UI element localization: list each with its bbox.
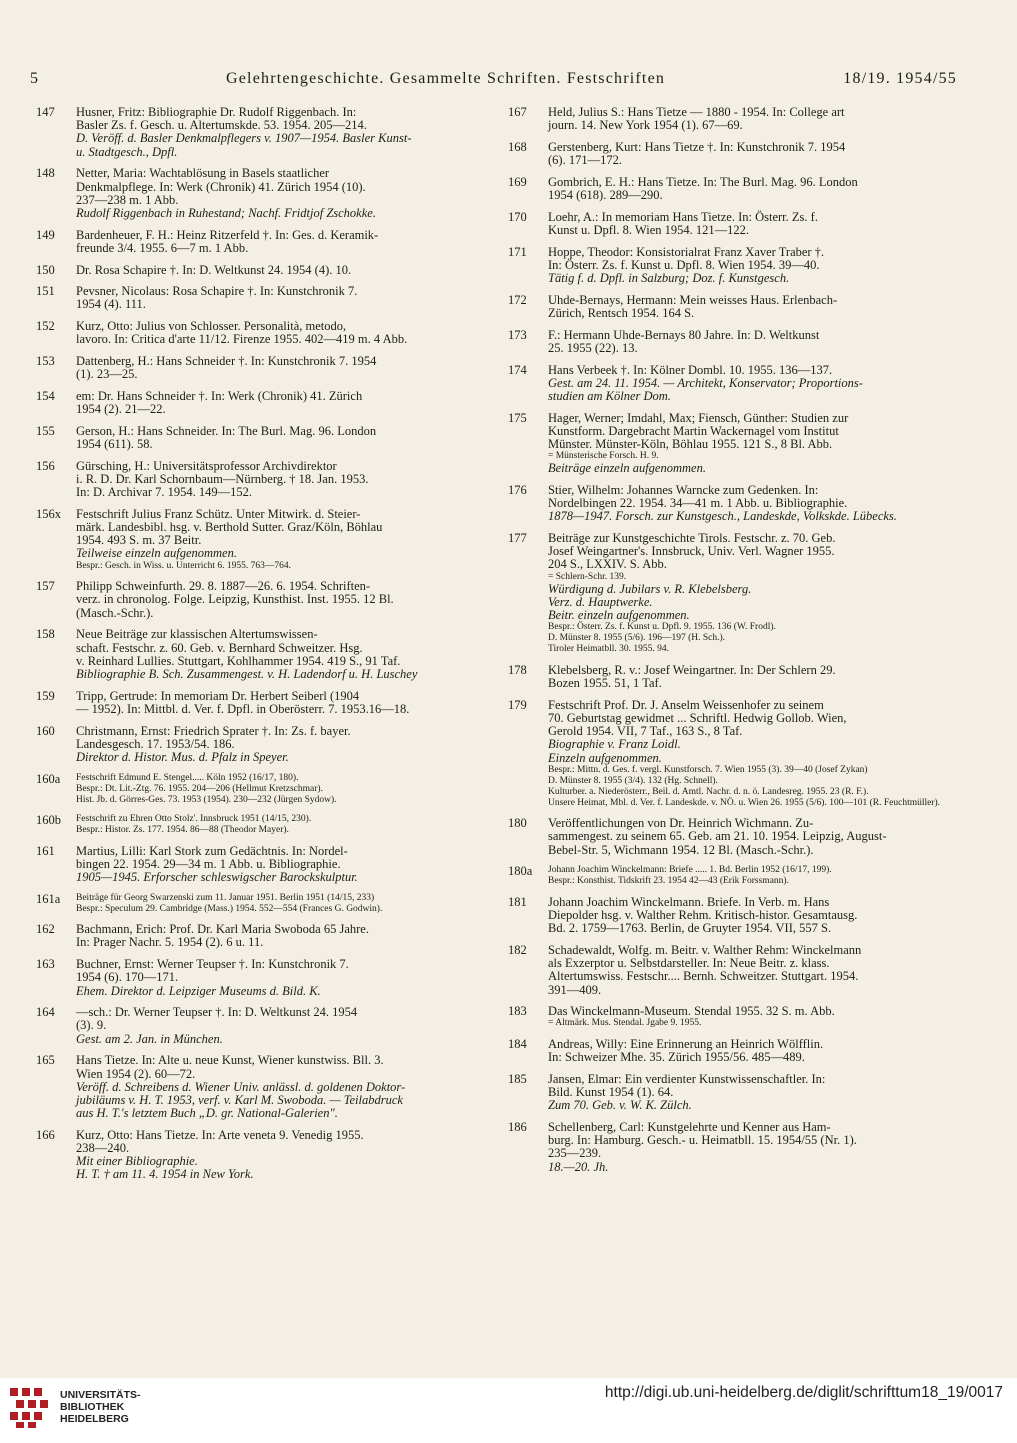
volume-range: 18/19. 1954/55 (843, 70, 957, 87)
entry-annotation: Würdigung d. Jubilars v. R. Klebelsberg. (548, 581, 752, 596)
entry-text: verz. in chronolog. Folge. Leipzig, Kunsthist. Inst. 1955. 12 Bl. (76, 592, 394, 607)
entry-text: F.: Hermann Uhde-Bernays 80 Jahre. In: D. Weltkunst (548, 327, 820, 342)
entry-text: 1954 (6). 170—171. (76, 970, 179, 985)
bibliography-entry (508, 412, 954, 476)
entry-number: 175 (508, 410, 527, 425)
entry-text: Gürsching, H.: Universitätsprofessor Archivdirektor (76, 458, 337, 473)
entry-text: lavoro. In: Critica d'arte 11/12. Firenze 1955. 402—419 m. 4 Abb. (76, 332, 408, 347)
entry-number: 160b (36, 813, 61, 828)
entry-text: Pevsner, Nicolaus: Rosa Schapire †. In: Kunstchronik 7. (76, 284, 358, 299)
entry-text: (6). 171—172. (548, 153, 622, 168)
entry-text: 204 S., LXXIV. S. Abb. (548, 557, 667, 572)
entry-text: (1). 23—25. (76, 367, 138, 382)
entry-text: 391—409. (548, 982, 602, 997)
entry-text: bingen 22. 1954. 29—34 m. 1 Abb. u. Bibliographie. (76, 856, 341, 871)
entry-review-note: Festschrift Edmund E. Stengel..... Köln 1952 (16/17, 180). (76, 772, 299, 783)
entry-number: 156 (36, 458, 55, 473)
entry-text: Kurz, Otto: Hans Tietze. In: Arte veneta 9. Venedig 1955. (76, 1127, 364, 1142)
entry-text: Zürich, Rentsch 1954. 164 S. (548, 305, 695, 320)
entry-number: 165 (36, 1053, 55, 1068)
entry-text: Wien 1954 (2). 60—72. (76, 1066, 196, 1081)
bibliography-entry (36, 285, 466, 311)
entry-text: 25. 1955 (22). 13. (548, 340, 638, 355)
entry-number: 158 (36, 627, 55, 642)
bibliography-entry (508, 532, 954, 655)
bibliography-entry (508, 1005, 954, 1029)
entry-text: freunde 3/4. 1955. 6—7 m. 1 Abb. (76, 240, 249, 255)
bibliography-entry (36, 580, 466, 620)
entry-text: Josef Weingartner's. Innsbruck, Univ. Verl. Wagner 1955. (548, 544, 835, 559)
entry-annotation: H. T. † am 11. 4. 1954 in New York. (76, 1167, 254, 1182)
entry-number: 179 (508, 697, 527, 712)
entry-review-note: Tiroler Heimatbll. 30. 1955. 94. (548, 644, 670, 655)
entry-number: 172 (508, 292, 527, 307)
entry-annotation: Veröff. d. Schreibens d. Wiener Univ. anlässl. d. goldenen Doktor- (76, 1079, 406, 1094)
entry-number: 156x (36, 506, 61, 521)
entry-number: 183 (508, 1004, 527, 1019)
entry-annotation: Tätig f. d. Dpfl. in Salzburg; Doz. f. Kunstgesch. (548, 271, 790, 286)
bibliography-entry (36, 773, 466, 806)
entry-text: 1954 (611). 58. (76, 437, 153, 452)
bibliography-entry (508, 699, 954, 809)
entry-number: 155 (36, 423, 55, 438)
entry-text: Gerstenberg, Kurt: Hans Tietze †. In: Kunstchronik 7. 1954 (548, 139, 846, 154)
entry-number: 160a (36, 771, 61, 786)
entry-annotation: D. Veröff. d. Basler Denkmalpflegers v. 1907—1954. Basler Kunst- (76, 131, 412, 146)
bibliography-entry (36, 167, 466, 220)
entry-review-note: = Schlern-Schr. 139. (548, 571, 627, 582)
entry-number: 167 (508, 105, 527, 119)
bibliography-entry (36, 814, 466, 836)
entry-text: Johann Joachim Winckelmann. Briefe. In Verb. m. Hans (548, 894, 830, 909)
entry-number: 180a (508, 864, 533, 879)
entry-number: 149 (36, 227, 55, 242)
entry-text: Kunstform. Dargebracht Martin Wackernagel vom Institut (548, 423, 839, 438)
bibliography-entry (36, 425, 466, 451)
entry-text: In: Prager Nachr. 5. 1954 (2). 6 u. 11. (76, 935, 264, 950)
bibliography-entry (36, 1129, 466, 1182)
entry-text: Denkmalpflege. In: Werk (Chronik) 41. Zürich 1954 (10). (76, 179, 366, 194)
entry-number: 174 (508, 362, 527, 377)
bibliography-entry (36, 106, 466, 159)
source-url[interactable]: http://digi.ub.uni-heidelberg.de/diglit/schrifttum18_19/0017 (604, 1384, 1003, 1401)
bibliography-entry (36, 725, 466, 765)
entry-text: Klebelsberg, R. v.: Josef Weingartner. In: Der Schlern 29. (548, 662, 836, 677)
entry-text: — 1952). In: Mittbl. d. Ver. f. Dpfl. in Oberösterr. 7. 1953.16—18. (76, 701, 410, 716)
entry-text: Buchner, Ernst: Werner Teupser †. In: Kunstchronik 7. (76, 957, 349, 972)
entry-text: (3). 9. (76, 1018, 107, 1033)
entry-text: v. Reinhard Lullies. Stuttgart, Kohlhammer 1954. 419 S., 91 Taf. (76, 653, 401, 668)
entry-review-note: Bespr.: Konsthist. Tidskrift 23. 1954 42—43 (Erik Forssmann). (548, 876, 789, 887)
entry-annotation: Gest. am 24. 11. 1954. — Architekt, Konservator; Proportions- (548, 375, 863, 390)
entry-text: märk. Landesbibl. hsg. v. Berthold Sutter. Graz/Köln, Böhlau (76, 520, 383, 535)
entry-number: 157 (36, 579, 55, 594)
bibliography-entry (508, 896, 954, 936)
entry-text: Beiträge zur Kunstgeschichte Tirols. Festschr. z. 70. Geb. (548, 531, 836, 546)
entry-number: 154 (36, 388, 55, 403)
bibliography-entry (36, 264, 466, 277)
entry-text: Dattenberg, H.: Hans Schneider †. In: Kunstchronik 7. 1954 (76, 354, 377, 369)
entry-number: 176 (508, 482, 527, 497)
bibliography-entry (36, 690, 466, 716)
entry-number: 184 (508, 1036, 527, 1051)
bibliography-entry (508, 484, 954, 524)
bibliography-entry (36, 628, 466, 681)
entry-text: In: D. Archivar 7. 1954. 149—152. (76, 485, 253, 500)
entry-text: Christmann, Ernst: Friedrich Sprater †. In: Zs. f. bayer. (76, 723, 351, 738)
entry-text: sammengest. zu seinem 65. Geb. am 21. 10. 1954. Leipzig, August- (548, 829, 887, 844)
entry-text: Festschrift Prof. Dr. J. Anselm Weissenhofer zu seinem (548, 697, 824, 712)
running-header (30, 70, 957, 94)
bibliography-entry (36, 320, 466, 346)
entry-number: 177 (508, 531, 527, 546)
entry-review-note: Festschrift zu Ehren Otto Stolz'. Innsbruck 1951 (14/15, 230). (76, 814, 312, 825)
entry-text: Schellenberg, Carl: Kunstgelehrte und Kenner aus Ham- (548, 1119, 831, 1134)
entry-text: als Exzerptor u. Selbstdarsteller. In: Neue Beitr. z. klass. (548, 956, 830, 971)
bibliography-entry (36, 893, 466, 915)
entry-text: Veröffentlichungen von Dr. Heinrich Wichmann. Zu- (548, 816, 814, 831)
entry-annotation: aus H. T.'s letztem Buch „D. gr. National-Galerien". (76, 1106, 338, 1121)
bibliography-entry (36, 845, 466, 885)
bibliography-entry (508, 294, 954, 320)
entry-annotation: Beiträge einzeln aufgenommen. (548, 461, 706, 476)
entry-review-note: D. Münster 8. 1955 (3/4). 132 (Hg. Schnell). (548, 775, 718, 786)
entry-text: Loehr, A.: In memoriam Hans Tietze. In: Österr. Zs. f. (548, 209, 818, 224)
entry-text: Landesgesch. 17. 1953/54. 186. (76, 736, 235, 751)
entry-number: 148 (36, 166, 55, 181)
entry-number: 152 (36, 319, 55, 334)
entry-review-note: = Münsterische Forsch. H. 9. (548, 451, 659, 462)
bibliography-entry (36, 390, 466, 416)
entry-number: 161a (36, 891, 61, 906)
entry-annotation: Direktor d. Histor. Mus. d. Pfalz in Speyer. (76, 749, 289, 764)
bibliography-entry (508, 944, 954, 997)
bibliography-entry (36, 229, 466, 255)
entry-number: 181 (508, 894, 527, 909)
entry-text: Schadewaldt, Wolfg. m. Beitr. v. Walther Rehm: Winckelmann (548, 942, 862, 957)
entry-text: Jansen, Elmar: Ein verdienter Kunstwissenschaftler. In: (548, 1071, 826, 1086)
institution-name (60, 1389, 141, 1425)
entry-number: 163 (36, 957, 55, 972)
bibliography-entry (508, 865, 954, 887)
entry-review-note: Hist. Jb. d. Görres-Ges. 73. 1953 (1954). 230—232 (Jürgen Sydow). (76, 794, 337, 805)
entry-annotation: Mit einer Bibliographie. (76, 1154, 198, 1169)
page-number: 5 (30, 70, 40, 87)
entry-number: 173 (508, 327, 527, 342)
entry-text: burg. In: Hamburg. Gesch.- u. Heimatbll. 15. 1954/55 (Nr. 1). (548, 1133, 857, 1148)
entry-text: 235—239. (548, 1146, 602, 1161)
entry-number: 160 (36, 723, 55, 738)
entry-text: Neue Beiträge zur klassischen Altertumswissen- (76, 627, 318, 642)
entry-text: Uhde-Bernays, Hermann: Mein weisses Haus. Erlenbach- (548, 292, 838, 307)
entry-text: 1954 (2). 21—22. (76, 402, 166, 417)
entry-text: Gombrich, E. H.: Hans Tietze. In: The Burl. Mag. 96. London (548, 174, 858, 189)
entry-number: 151 (36, 284, 55, 299)
bibliography-entry (508, 1121, 954, 1174)
entry-text: Husner, Fritz: Bibliographie Dr. Rudolf Riggenbach. In: (76, 105, 357, 119)
entry-text: Festschrift Julius Franz Schütz. Unter Mitwirk. d. Steier- (76, 506, 361, 521)
bibliography-entry (508, 1073, 954, 1113)
entry-number: 178 (508, 662, 527, 677)
entry-text: Altertumswiss. Festschr.... Bernh. Schweitzer. Stuttgart. 1954. (548, 969, 859, 984)
entry-review-note: Bespr.: Dt. Lit.-Ztg. 76. 1955. 204—206 (Hellmut Kretzschmar). (76, 783, 323, 794)
entry-annotation: Bibliographie B. Sch. Zusammengest. v. H. Ladendorf u. H. Luschey (76, 666, 418, 681)
bibliography-entry (36, 508, 466, 572)
entry-annotation: studien am Kölner Dom. (548, 388, 671, 403)
bibliography-entry (36, 958, 466, 998)
entry-text: Basler Zs. f. Gesch. u. Altertumskde. 53. 1954. 205—214. (76, 118, 367, 133)
entry-review-note: Kulturber. a. Niederösterr., Beil. d. Amtl. Nachr. d. n. ö. Landesreg. 1955. 23 (R. F.). (548, 786, 869, 797)
bibliography-entry (508, 664, 954, 690)
entry-text: —sch.: Dr. Werner Teupser †. In: D. Weltkunst 24. 1954 (76, 1005, 358, 1020)
entry-review-note: Johann Joachim Winckelmann: Briefe ..... 1. Bd. Berlin 1952 (16/17, 199). (548, 865, 832, 876)
entry-number: 182 (508, 942, 527, 957)
entry-number: 171 (508, 244, 527, 259)
entry-text: Bild. Kunst 1954 (1). 64. (548, 1085, 674, 1100)
entry-annotation: Verz. d. Hauptwerke. (548, 594, 653, 609)
entry-text: Kunst u. Dpfl. 8. Wien 1954. 121—122. (548, 222, 749, 237)
entry-text: Held, Julius S.: Hans Tietze — 1880 - 1954. In: College art (548, 105, 845, 119)
bibliography-entry (36, 460, 466, 500)
entry-number: 186 (508, 1119, 527, 1134)
entry-review-note: Bespr.: Speculum 29. Cambridge (Mass.) 1954. 552—554 (Frances G. Godwin). (76, 903, 383, 914)
entry-review-note: Unsere Heimat, Mbl. d. Ver. f. Landeskde. v. NÖ. u. Wien 26. 1955 (5/6). 100—101 (R. Feuchtmüller). (548, 797, 941, 808)
institution-line: BIBLIOTHEK (60, 1401, 125, 1413)
entry-text: 238—240. (76, 1141, 130, 1156)
entry-annotation: Einzeln aufgenommen. (548, 750, 662, 765)
entry-text: Hans Tietze. In: Alte u. neue Kunst, Wiener kunstwiss. Bll. 3. (76, 1053, 384, 1068)
bibliography-entry (36, 1054, 466, 1120)
entry-text: Netter, Maria: Wachtablösung in Basels staatlicher (76, 166, 330, 181)
entry-text: Gerson, H.: Hans Schneider. In: The Burl. Mag. 96. London (76, 423, 377, 438)
bibliography-entry (508, 364, 954, 404)
entry-annotation: Beitr. einzeln aufgenommen. (548, 608, 690, 623)
entry-text: 1954 (4). 111. (76, 297, 146, 312)
bibliography-entry (508, 106, 954, 132)
bibliography-entry (36, 355, 466, 381)
university-seal-icon (8, 1386, 52, 1430)
entry-text: Philipp Schweinfurth. 29. 8. 1887—26. 6. 1954. Schriften- (76, 579, 371, 594)
entry-text: Nordelbingen 22. 1954. 34—41 m. 1 Abb. u. Bibliographie. (548, 496, 848, 511)
entry-annotation: Rudolf Riggenbach in Ruhestand; Nachf. Fridtjof Zschokke. (76, 205, 376, 220)
entry-review-note: Beiträge für Georg Swarzenski zum 11. Januar 1951. Berlin 1951 (14/15, 233) (76, 892, 375, 903)
entry-review-note: D. Münster 8. 1955 (5/6). 196—197 (H. Sch.). (548, 633, 726, 644)
entry-text: Gerold 1954. VII, 7 Taf., 163 S., 8 Taf. (548, 724, 743, 739)
entry-number: 168 (508, 139, 527, 154)
entry-text: Bebel-Str. 5, Wichmann 1954. 12 Bl. (Masch.-Schr.). (548, 842, 814, 857)
left-column (36, 106, 466, 1190)
entry-number: 162 (36, 922, 55, 937)
entry-number: 153 (36, 354, 55, 369)
entry-text: Andreas, Willy: Eine Erinnerung an Heinrich Wölfflin. (548, 1036, 824, 1051)
entry-number: 166 (36, 1127, 55, 1142)
running-title: Gelehrtengeschichte. Gesammelte Schriften. Festschriften (226, 70, 666, 87)
entry-text: journ. 14. New York 1954 (1). 67—69. (548, 118, 743, 133)
entry-number: 169 (508, 174, 527, 189)
entry-text: Bardenheuer, F. H.: Heinz Ritzerfeld †. In: Ges. d. Keramik- (76, 227, 379, 242)
entry-review-note: Bespr.: Histor. Zs. 177. 1954. 86—88 (Theodor Mayer). (76, 825, 289, 836)
entry-review-note: = Altmärk. Mus. Stendal. Jgabe 9. 1955. (548, 1018, 702, 1029)
entry-text: Bd. 2. 1759—1763. Berlin, de Gruyter 1954. VII, 557 S. (548, 921, 832, 936)
entry-review-note: Bespr.: Österr. Zs. f. Kunst u. Dpfl. 9. 1955. 136 (W. Frodl). (548, 622, 776, 633)
institution-line: HEIDELBERG (60, 1413, 129, 1425)
entry-text: Kurz, Otto: Julius von Schlosser. Personalità, metodo, (76, 319, 347, 334)
entry-annotation: jubiläums v. H. T. 1953, verf. v. Karl M. Swoboda. — Teilabdruck (76, 1092, 403, 1107)
entry-annotation: 1905—1945. Erforscher schleswigscher Barockskulptur. (76, 870, 358, 885)
entry-annotation: 1878—1947. Forsch. zur Kunstgesch., Landeskde, Volkskde. Lübecks. (548, 509, 897, 524)
entry-text: In: Schweizer Mhe. 35. Zürich 1955/56. 485—489. (548, 1050, 805, 1065)
entry-annotation: Biographie v. Franz Loidl. (548, 737, 681, 752)
bibliography-entry (508, 817, 954, 857)
bibliography-entry (508, 176, 954, 202)
bibliography-entry (36, 1006, 466, 1046)
entry-review-note: Bespr.: Mittn. d. Ges. f. vergl. Kunstforsch. 7. Wien 1955 (3). 39—40 (Josef Zykan) (548, 764, 868, 775)
bibliography-entry (508, 246, 954, 286)
entry-annotation: Teilweise einzeln aufgenommen. (76, 546, 237, 561)
entry-text: 1954. 493 S. m. 37 Beitr. (76, 533, 202, 548)
entry-annotation: Zum 70. Geb. v. W. K. Zülch. (548, 1098, 692, 1113)
entry-text: Das Winckelmann-Museum. Stendal 1955. 32 S. m. Abb. (548, 1004, 835, 1019)
entry-number: 170 (508, 209, 527, 224)
bibliography-entry (36, 923, 466, 949)
entry-number: 164 (36, 1005, 55, 1020)
entry-text: em: Dr. Hans Schneider †. In: Werk (Chronik) 41. Zürich (76, 388, 363, 403)
bibliography-entry (508, 141, 954, 167)
entry-annotation: Gest. am 2. Jan. in München. (76, 1031, 223, 1046)
entry-text: Martius, Lilli: Karl Stork zum Gedächtnis. In: Nordel- (76, 843, 348, 858)
bibliography-entry (508, 211, 954, 237)
entry-text: Dr. Rosa Schapire †. In: D. Weltkunst 24. 1954 (4). 10. (76, 262, 352, 277)
entry-text: Bozen 1955. 51, 1 Taf. (548, 676, 662, 690)
entry-text: In: Österr. Zs. f. Kunst u. Dpfl. 8. Wien 1954. 39—40. (548, 257, 820, 272)
entry-annotation: Ehem. Direktor d. Leipziger Museums d. Bild. K. (76, 983, 321, 998)
entry-number: 161 (36, 843, 55, 858)
entry-number: 159 (36, 688, 55, 703)
entry-text: Hoppe, Theodor: Konsistorialrat Franz Xaver Traber †. (548, 244, 825, 259)
entry-text: i. R. D. Dr. Karl Schornbaum—Nürnberg. † 18. Jan. 1953. (76, 471, 369, 486)
entry-number: 180 (508, 816, 527, 831)
entry-number: 185 (508, 1071, 527, 1086)
entry-text: Diepolder hsg. v. Walther Rehm. Kritisch-histor. Gesamtausg. (548, 908, 858, 923)
right-column (508, 106, 954, 1182)
entry-text: Hager, Werner; Imdahl, Max; Fiensch, Günther: Studien zur (548, 410, 849, 425)
entry-number: 150 (36, 262, 55, 277)
entry-text: schaft. Festschr. z. 60. Geb. v. Bernhard Schweitzer. Hsg. (76, 640, 363, 655)
bibliography-entry (508, 329, 954, 355)
entry-text: Stier, Wilhelm: Johannes Warncke zum Gedenken. In: (548, 482, 819, 497)
entry-text: (Masch.-Schr.). (76, 605, 154, 620)
entry-review-note: Bespr.: Gesch. in Wiss. u. Unterricht 6. 1955. 763—764. (76, 560, 292, 571)
entry-text: Tripp, Gertrude: In memoriam Dr. Herbert Seiberl (1904 (76, 688, 360, 703)
entry-text: Hans Verbeek †. In: Kölner Dombl. 10. 1955. 136—137. (548, 362, 833, 377)
entry-text: Münster. Münster-Köln, Böhlau 1955. 121 S., 8 Bl. Abb. (548, 437, 833, 452)
entry-number: 147 (36, 105, 55, 119)
institution-line: UNIVERSITÄTS- (60, 1389, 141, 1401)
bibliography-entry (508, 1038, 954, 1064)
entry-annotation: 18.—20. Jh. (548, 1159, 609, 1174)
entry-annotation: u. Stadtgesch., Dpfl. (76, 144, 178, 159)
entry-text: 237—238 m. 1 Abb. (76, 192, 179, 207)
entry-text: Bachmann, Erich: Prof. Dr. Karl Maria Swoboda 65 Jahre. (76, 922, 369, 937)
entry-text: 1954 (618). 289—290. (548, 188, 663, 203)
entry-text: 70. Geburtstag gewidmet ... Schriftl. Hedwig Gollob. Wien, (548, 710, 847, 725)
